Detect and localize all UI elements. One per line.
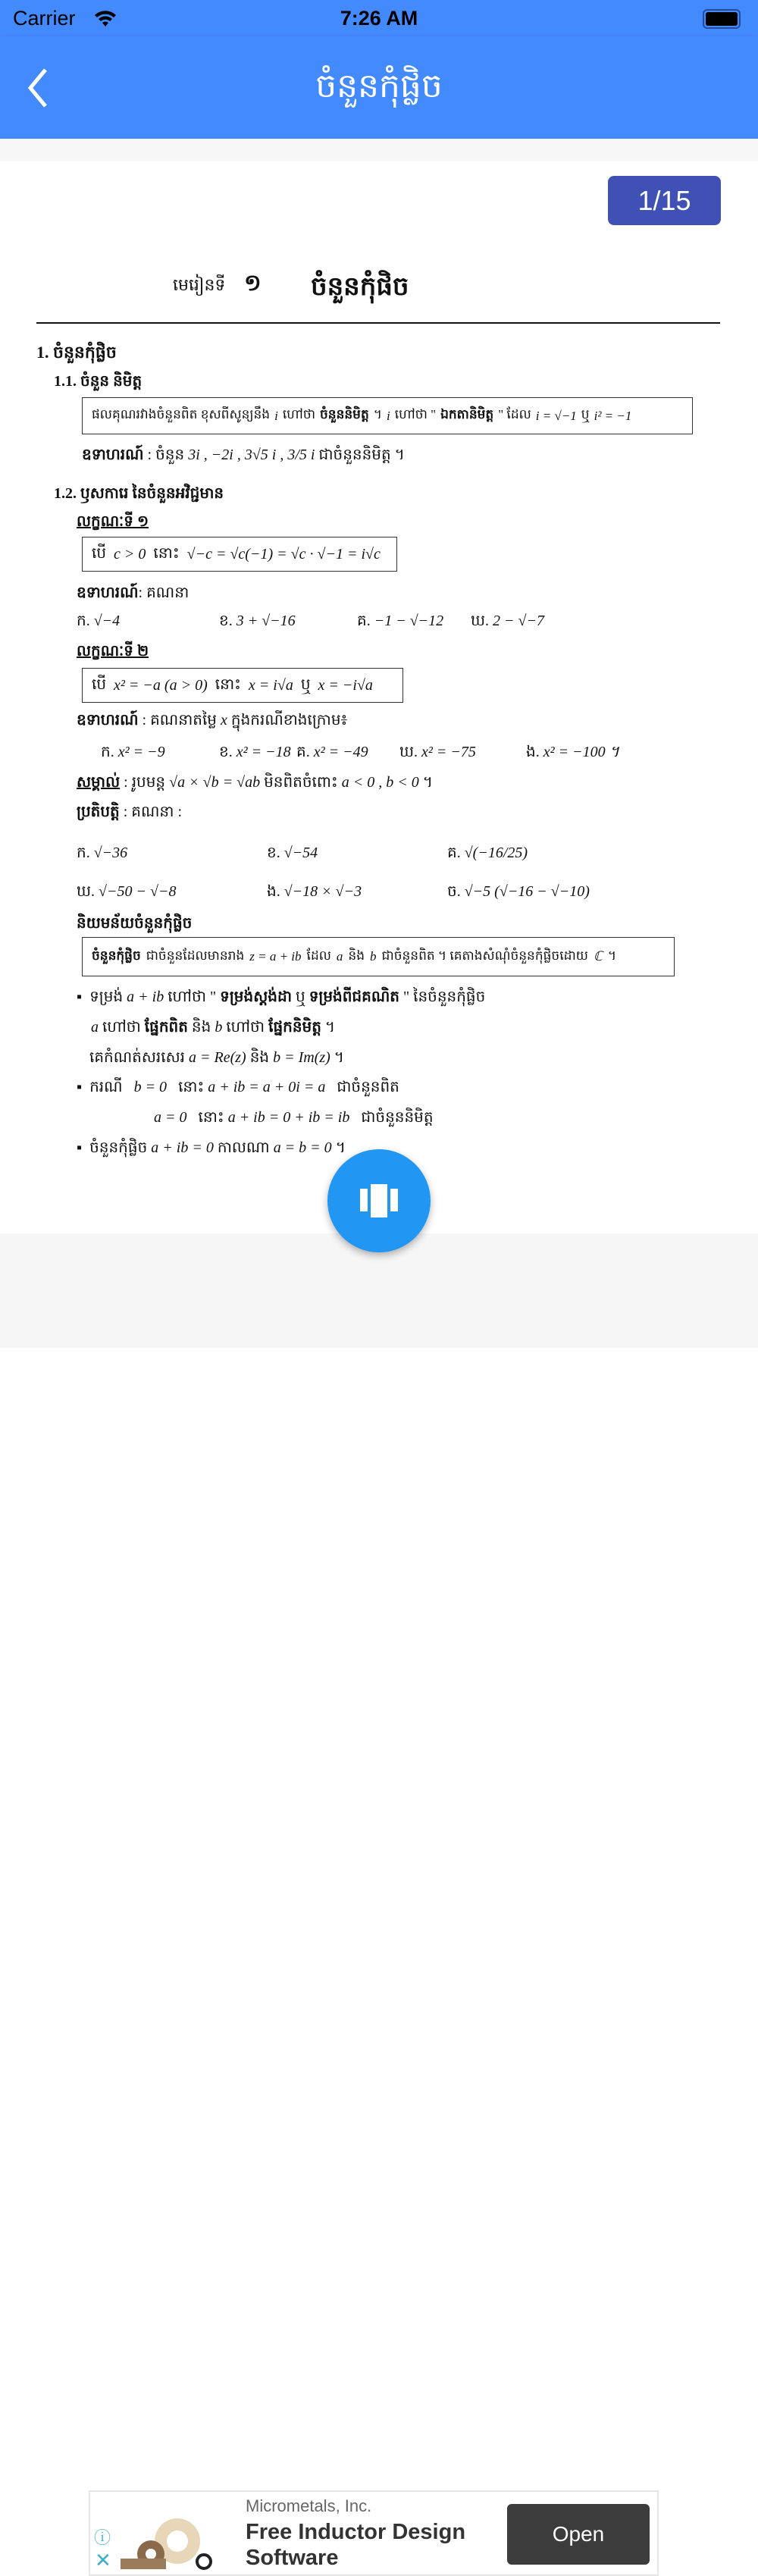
text: និង	[249, 1049, 270, 1066]
math: i	[386, 408, 390, 423]
text: មិនពិតចំពោះ	[264, 774, 338, 791]
text: " ដែល	[498, 407, 531, 421]
text: ខ.	[267, 845, 280, 861]
text: ប្រតិបត្តិ	[77, 804, 120, 820]
text: " នៃចំនួនកុំផ្លិច	[402, 989, 486, 1005]
text: ទម្រង់ស្តង់ដា	[220, 989, 292, 1005]
text: ។	[422, 774, 433, 791]
ad-advertiser: Micrometals, Inc.	[246, 2496, 372, 2515]
text: a	[336, 949, 343, 964]
definition-box	[82, 397, 693, 434]
text: √a × √b = √ab	[169, 774, 261, 791]
text: គ.	[357, 613, 371, 629]
text: ក.	[77, 613, 90, 629]
text: បើ	[92, 545, 107, 562]
exercise-item	[447, 881, 590, 904]
text: ចំនួនកុំផ្លិច	[89, 1139, 148, 1156]
exercise-item	[357, 610, 443, 633]
text: ទម្រង់	[89, 989, 124, 1005]
close-icon[interactable]: ✕	[95, 2549, 111, 2572]
property-box	[82, 668, 403, 703]
property-box	[82, 537, 397, 572]
math: i	[274, 408, 278, 423]
ad-open-button[interactable]: Open	[507, 2504, 650, 2565]
text: សម្គាល់	[77, 774, 121, 791]
carrier-label: Carrier	[13, 7, 76, 30]
text: និង	[348, 948, 365, 963]
subsection-heading: 1.1. ចំនួន និមិត្ត	[54, 373, 143, 390]
text: ចំនួនកុំផ្លិច	[92, 948, 141, 963]
text: គេកំណត់សរសេរ	[89, 1049, 185, 1066]
text: √−50 − √−8	[99, 883, 177, 900]
exercise-item	[77, 881, 177, 904]
text: a + ib = a + 0i = a	[208, 1079, 326, 1095]
text: ហៅថា "	[394, 407, 437, 421]
text: : គណនា :	[123, 804, 183, 820]
text: ង.	[526, 744, 540, 760]
bullet-item: ▪ ចំនួនកុំផ្លិច a + ib = 0 កាលណា a = b = 0 ។	[77, 1139, 346, 1156]
exercise-item	[219, 741, 291, 764]
text: ក.	[101, 744, 114, 760]
ad-headline: Free Inductor Design Software	[246, 2520, 466, 2570]
exercise-item	[447, 842, 528, 865]
text: គ.	[296, 744, 310, 760]
text: √(−16/25)	[464, 845, 528, 861]
text: ឬ	[295, 989, 305, 1005]
text: z = a + ib	[249, 949, 302, 964]
text: : ចំនួន	[147, 447, 185, 463]
text: √−36	[93, 845, 128, 861]
text: គ.	[447, 845, 461, 861]
text: ។	[334, 1049, 344, 1066]
text: ករណី	[89, 1079, 123, 1095]
exercise-item	[77, 610, 120, 633]
lesson-title: ចំនួនកុំផិច	[311, 273, 409, 301]
text: ង.	[267, 883, 280, 900]
property-heading: លក្ខណៈទី ២	[77, 643, 149, 660]
bullet-line	[154, 1107, 434, 1130]
text: √−54	[283, 845, 318, 861]
page-title: ចំនួនកុំផ្លិច	[315, 67, 443, 105]
bullet-line	[89, 1047, 344, 1070]
text: a = 0	[154, 1109, 187, 1126]
property-heading: លក្ខណៈទី ១	[77, 513, 149, 530]
example-line	[77, 710, 347, 732]
text: កាលណា	[217, 1139, 270, 1156]
text: ឃ.	[399, 744, 418, 760]
text: : គណនាតម្លៃ	[142, 712, 217, 729]
note-line	[77, 772, 433, 794]
math: 3i , −2i , 3√5 i , 3/5 i	[188, 447, 315, 463]
text: ជាចំនួនដែលមានរាង	[146, 948, 245, 963]
text: ច.	[447, 883, 461, 900]
page-indicator: 1/15	[608, 176, 721, 225]
text: ក.	[77, 845, 90, 861]
exercise-item	[77, 842, 127, 865]
text: ។	[607, 948, 617, 963]
exercise-item	[219, 610, 296, 633]
text: និង	[191, 1019, 211, 1036]
text: ជាចំនួននិមិត្ត ។	[318, 447, 405, 463]
text: ឃ.	[471, 613, 490, 629]
text: ឧទាហរណ៍	[77, 712, 139, 729]
text: ។	[324, 1019, 336, 1036]
math: c > 0	[114, 545, 146, 563]
divider	[36, 322, 720, 324]
term: ចំនួននិមិត្ត	[320, 407, 369, 421]
text: a	[91, 1019, 99, 1036]
example-line	[82, 444, 405, 467]
text: : គណនា	[138, 584, 190, 601]
text: ខ.	[219, 744, 233, 760]
text: x² = −75	[421, 744, 476, 760]
text: ឬ	[581, 407, 590, 421]
text: √−5 (√−16 − √−10)	[464, 883, 590, 900]
info-icon[interactable]: ⓘ	[94, 2529, 111, 2548]
text: x² = −100 ។	[543, 744, 619, 760]
text: បើ	[92, 676, 107, 693]
text: ហៅថា	[226, 1019, 265, 1036]
page-switch-fab[interactable]	[327, 1149, 431, 1252]
text: a + ib = 0 + ib = ib	[227, 1109, 350, 1126]
term: ឯកតានិមិត្ត	[440, 407, 494, 421]
text: ជាចំនួននិមិត្ត	[361, 1109, 434, 1126]
subsection-heading: 1.2. ឫសការេ នៃចំនួនអវិជ្ជមាន	[54, 485, 224, 502]
bullet-item: ▪ ទម្រង់ a + ib ហៅថា " ទម្រង់ស្តង់ដា ឬ ទម្រង់ពីជគណិត " នៃចំនួនកុំផ្លិច	[77, 989, 486, 1005]
math: i² = −1	[594, 408, 632, 423]
math: x² = −a (a > 0)	[114, 676, 208, 694]
text: ទម្រង់ពីជគណិត	[309, 989, 399, 1005]
text: 2 − √−7	[493, 613, 545, 629]
definition-box	[82, 937, 675, 976]
bullet-line	[91, 1017, 335, 1039]
exercise-item	[267, 881, 362, 904]
practice-line	[77, 801, 182, 824]
text: ឬ	[300, 676, 311, 693]
clock: 7:26 AM	[340, 7, 418, 30]
text: 3 + √−16	[236, 613, 296, 629]
ad-product-image	[117, 2515, 215, 2571]
text: ខ.	[219, 613, 233, 629]
text: ផ្នែកនិមិត្ត	[268, 1019, 321, 1036]
math: √−c = √c(−1) = √c · √−1 = i√c	[186, 545, 381, 563]
text: a = b = 0	[273, 1139, 332, 1156]
text: នោះ	[198, 1109, 224, 1126]
view-carousel-icon	[360, 1183, 398, 1219]
math: i = √−1	[535, 408, 577, 423]
text: a < 0 , b < 0	[341, 774, 419, 791]
exercise-item	[399, 741, 476, 764]
example-line	[77, 582, 189, 605]
text: ផ្នែកពិត	[144, 1019, 188, 1036]
definition-heading: និយមន័យចំនួនកុំផ្លិច	[77, 915, 193, 932]
text: ហៅថា	[282, 407, 316, 421]
bullet-item: ▪ ករណី b = 0 នោះ a + ib = a + 0i = a ជាចំនួនពិត	[77, 1079, 399, 1095]
text: នោះ	[215, 676, 241, 693]
text: ជាចំនួនពិត	[337, 1079, 399, 1095]
lesson-number: ១	[244, 271, 262, 296]
text: នោះ	[178, 1079, 205, 1095]
text: x² = −49	[313, 744, 368, 760]
text: b	[370, 949, 377, 964]
text: : រូបមន្ត	[124, 774, 166, 791]
text: √−4	[93, 613, 121, 629]
text: ហៅថា	[102, 1019, 141, 1036]
text: −1 − √−12	[374, 613, 444, 629]
label: ឧទាហរណ៍	[82, 447, 144, 463]
text: ហៅថា "	[168, 989, 217, 1005]
exercise-item	[267, 842, 318, 865]
text: ℂ	[593, 949, 603, 964]
text: a = Re(z)	[188, 1049, 246, 1066]
exercise-item	[101, 741, 165, 764]
lesson-label: មេរៀនទី	[173, 275, 226, 294]
text: b = Im(z)	[273, 1049, 330, 1066]
ad-banner[interactable]	[89, 2490, 659, 2576]
text: b = 0	[133, 1079, 168, 1095]
text: b	[215, 1019, 223, 1036]
exercise-item	[526, 741, 619, 764]
section-heading: 1. ចំនួនកុំផ្លិច	[36, 343, 117, 362]
text: ជាចំនួនពិត ។ គេតាងសំណុំចំនួនកុំផ្លិចដោយ	[381, 948, 588, 963]
text: ផលគុណរវាងចំនួនពិត ខុសពីសូន្យនឹង	[92, 407, 271, 421]
text: ឃ.	[77, 883, 96, 900]
text: a + ib = 0	[151, 1139, 214, 1156]
text: a + ib	[127, 989, 164, 1005]
text: នោះ	[153, 545, 180, 562]
text: ។	[373, 407, 382, 421]
label: ឧទាហរណ៍	[77, 584, 139, 601]
exercise-item	[296, 741, 368, 764]
text: ដែល	[306, 948, 331, 963]
text: x	[221, 712, 227, 729]
text: x² = −18	[236, 744, 291, 760]
text: √−18 × √−3	[283, 883, 362, 900]
text: x² = −9	[117, 744, 165, 760]
math: x = i√a	[248, 676, 293, 694]
text: ក្នុងករណីខាងក្រោម៖	[230, 712, 348, 729]
math: x = −i√a	[318, 676, 373, 694]
text: ។	[335, 1139, 346, 1156]
exercise-item	[471, 610, 544, 633]
